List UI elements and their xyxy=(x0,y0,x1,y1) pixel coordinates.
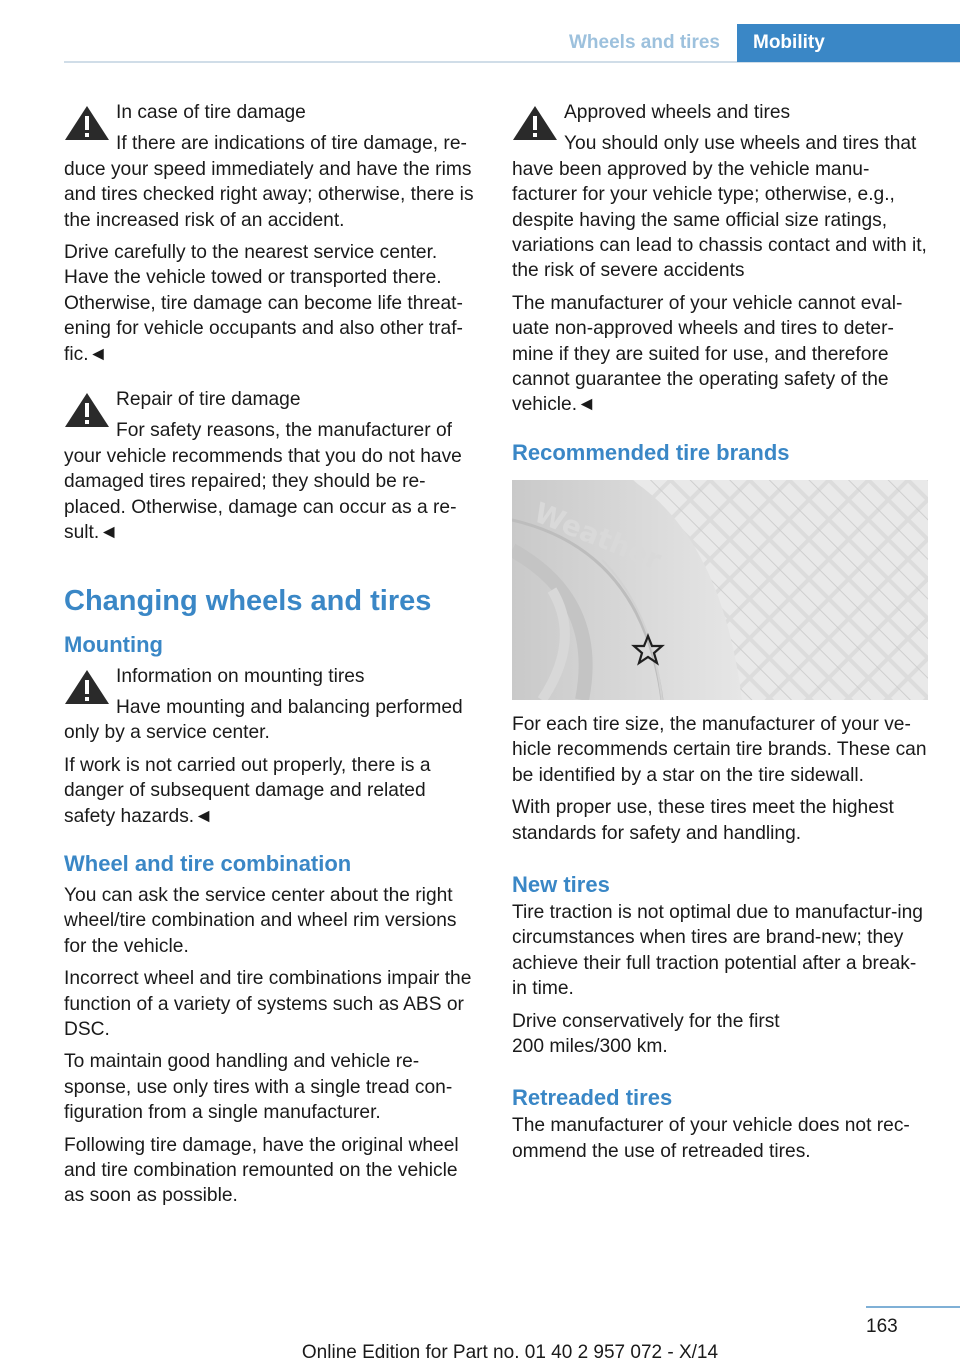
warning-body-2: Drive carefully to the nearest service center. Have the vehicle towed or transported there. Otherwise, tire damage can become life threat-ening for vehicle occupants and also other traf-fic.◄ xyxy=(64,242,463,365)
subheading-recommended-tire-brands: Recommended tire brands xyxy=(512,439,790,465)
paragraph: You can ask the service center about the right wheel/tire combination and wheel rim versions for the vehicle. xyxy=(64,884,457,957)
tire-sidewall-star-image xyxy=(512,480,928,700)
warning-approved-wheels xyxy=(512,100,930,418)
paragraph: Following tire damage, have the original wheel and tire combination remounted on the vehicle as soon as possible. xyxy=(64,1134,459,1207)
warning-title: In case of tire damage xyxy=(116,102,306,123)
paragraph: Tire traction is not optimal due to manufactur-ing circumstances when tires are brand-new; they achieve their full traction potential after a break-in time. xyxy=(512,901,923,1000)
footer-edition: Online Edition for Part no. 01 40 2 957 072 - X/14 xyxy=(301,1342,719,1363)
paragraph-line: Drive conservatively for the first xyxy=(512,1010,780,1032)
paragraph xyxy=(512,1009,930,1060)
warning-body: For safety reasons, the manufacturer of your vehicle recommends that you do not have damaged tires repaired; they should be re-placed. Otherwise, damage can occur as a re-sult.◄ xyxy=(64,420,462,544)
warning-body: Have mounting and balancing performed only by a service center. xyxy=(64,696,463,744)
footer-rule xyxy=(866,1306,960,1308)
warning-mounting xyxy=(64,664,478,829)
section-heading-changing-wheels: Changing wheels and tires xyxy=(64,584,432,617)
right-column xyxy=(512,100,930,1171)
warning-triangle-icon xyxy=(64,392,110,428)
subheading-new-tires: New tires xyxy=(512,871,610,897)
paragraph: The manufacturer of your vehicle does not rec-ommend the use of retreaded tires. xyxy=(512,1115,910,1162)
warning-triangle-icon xyxy=(64,105,110,141)
warning-title: Repair of tire damage xyxy=(116,389,301,411)
warning-triangle-icon xyxy=(64,669,110,705)
warning-body-2: The manufacturer of your vehicle cannot eval-uate non-approved wheels and tires to deter-mine if they are suited for use, and therefore cannot guarantee the operating safety of the vehicle.◄ xyxy=(512,292,903,416)
paragraph-line: 200 miles/300 km. xyxy=(512,1035,668,1057)
paragraph: For each tire size, the manufacturer of your ve-hicle recommends certain tire brands. These can be identified by a star on the tire sidewall. xyxy=(512,713,927,786)
subheading-retreaded-tires: Retreaded tires xyxy=(512,1085,673,1111)
warning-body: If there are indications of tire damage, re-duce your speed immediately and have the rims and tires checked right away; otherwise, there is the increased risk of an accident. xyxy=(64,133,474,231)
subheading-wheel-tire-combination: Wheel and tire combination xyxy=(64,850,352,876)
tire-sidewall-lettering: Weather xyxy=(529,495,666,577)
warning-title: Approved wheels and tires xyxy=(564,102,791,123)
left-column xyxy=(64,100,478,1216)
warning-title: Information on mounting tires xyxy=(116,665,365,687)
warning-body-2: If work is not carried out properly, there is a danger of subsequent damage and related safety hazards.◄ xyxy=(64,754,431,827)
warning-triangle-icon xyxy=(512,105,558,141)
header-section-title: Wheels and tires xyxy=(569,32,720,53)
header-chapter-tab: Mobility xyxy=(737,24,960,62)
paragraph: Incorrect wheel and tire combinations impair the function of a variety of systems such as ABS or DSC. xyxy=(64,968,472,1040)
warning-tire-damage xyxy=(64,100,478,367)
warning-body: You should only use wheels and tires that have been approved by the vehicle manu-facturer for your vehicle type; otherwise, e.g., despite having the same official size ratings, variations can lead to chassis contact and with it, the risk of severe accidents xyxy=(512,133,927,282)
page-number: 163 xyxy=(866,1316,898,1337)
paragraph: To maintain good handling and vehicle re-sponse, use only tires with a single tread con-figuration from a single manufacturer. xyxy=(64,1051,453,1124)
paragraph: With proper use, these tires meet the highest standards for safety and handling. xyxy=(512,797,894,844)
subheading-mounting: Mounting xyxy=(64,631,163,657)
warning-repair-damage xyxy=(64,387,478,545)
